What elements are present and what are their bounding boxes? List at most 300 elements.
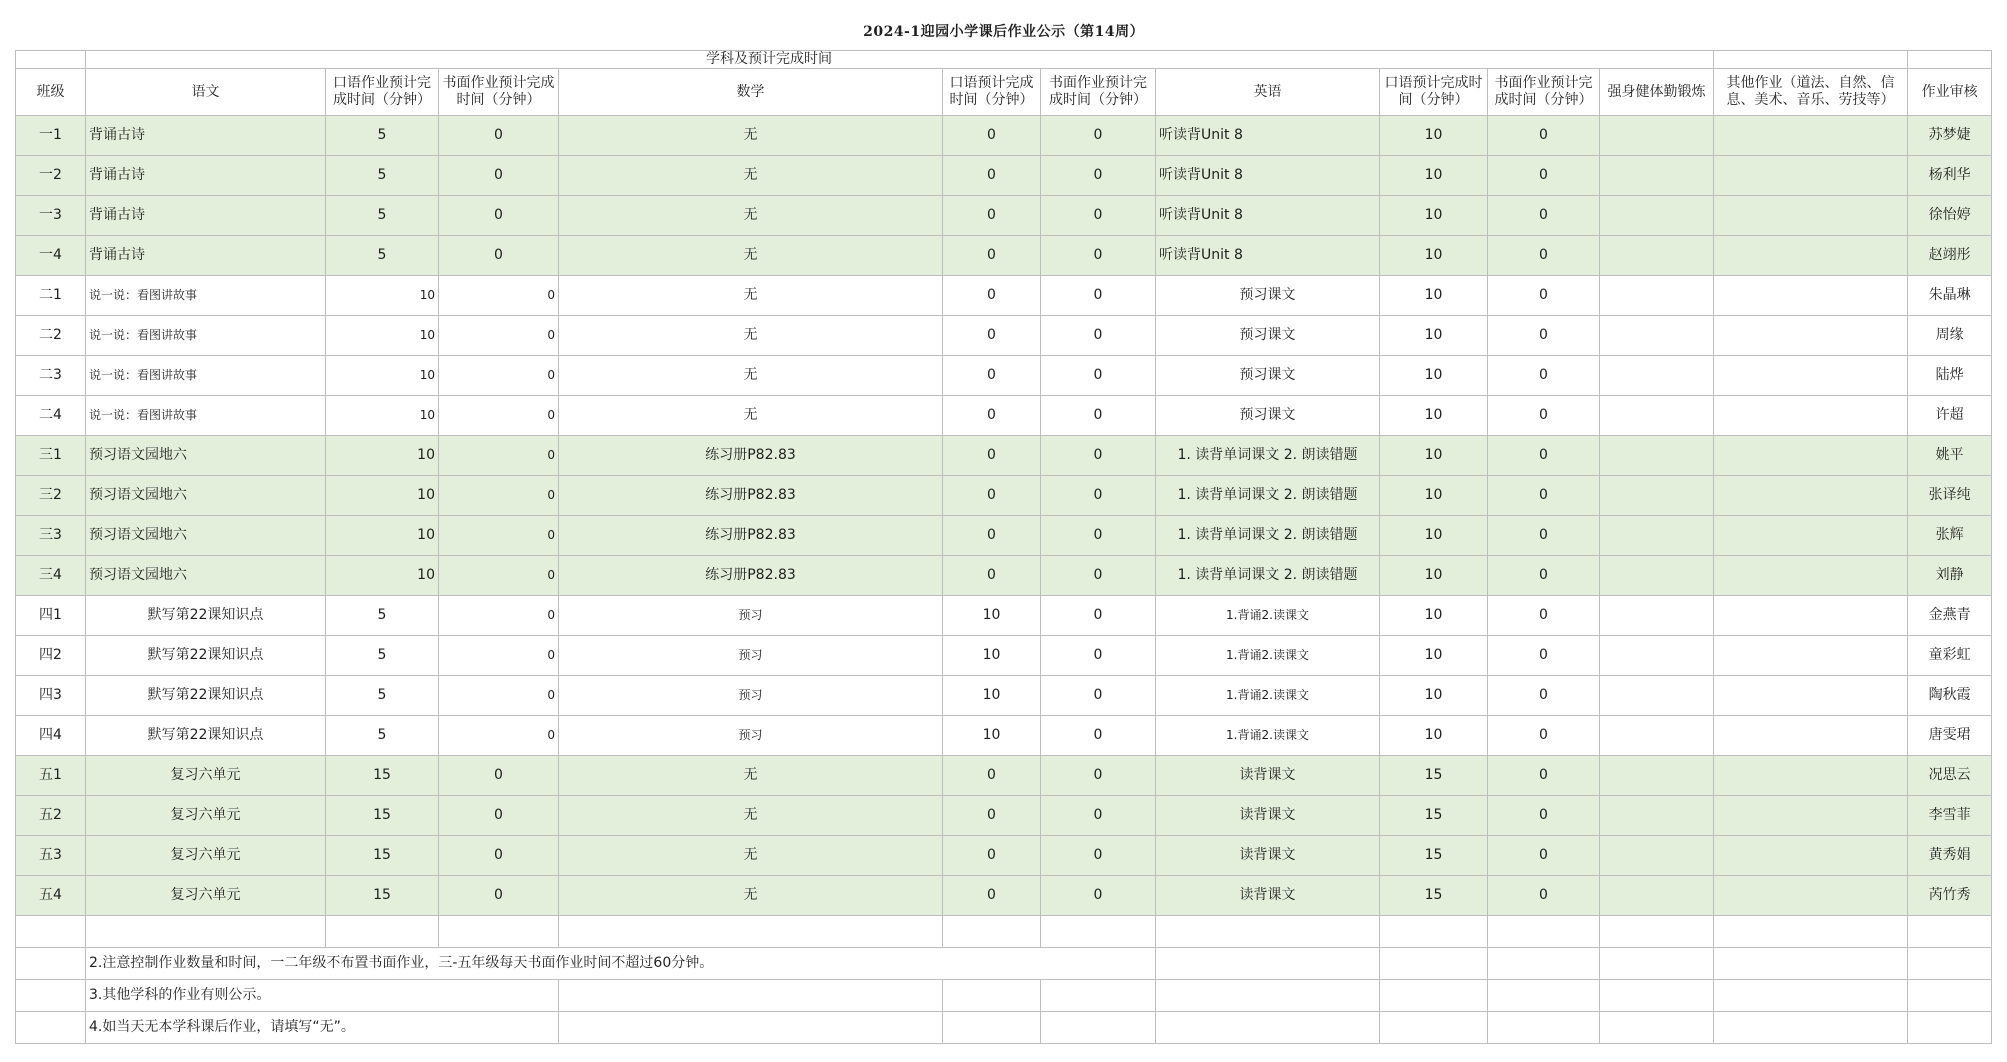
english-task-cell[interactable]: 预习课文	[1156, 276, 1380, 316]
chinese-oral-cell[interactable]: 15	[326, 876, 439, 916]
english-oral-cell[interactable]: 15	[1380, 796, 1488, 836]
math-task-cell[interactable]: 练习册P82.83	[559, 556, 943, 596]
english-oral-cell[interactable]: 10	[1380, 196, 1488, 236]
english-oral-cell[interactable]: 10	[1380, 636, 1488, 676]
blank-cell[interactable]	[559, 916, 943, 948]
other-homework-cell[interactable]	[1714, 476, 1908, 516]
class-cell[interactable]: 五4	[16, 876, 86, 916]
exercise-cell[interactable]	[1600, 116, 1714, 156]
math-written-cell[interactable]: 0	[1041, 756, 1156, 796]
math-task-cell[interactable]: 无	[559, 116, 943, 156]
reviewer-cell[interactable]: 杨利华	[1908, 156, 1992, 196]
english-written-cell[interactable]: 0	[1488, 236, 1600, 276]
chinese-oral-cell[interactable]: 15	[326, 836, 439, 876]
other-homework-cell[interactable]	[1714, 876, 1908, 916]
chinese-written-cell[interactable]: 0	[439, 436, 559, 476]
math-oral-cell[interactable]: 0	[943, 236, 1041, 276]
other-homework-cell[interactable]	[1714, 836, 1908, 876]
sheet-subtitle[interactable]: 学科及预计完成时间	[86, 51, 1714, 69]
chinese-written-cell[interactable]: 0	[439, 836, 559, 876]
class-cell[interactable]: 二2	[16, 316, 86, 356]
blank-cell[interactable]	[1156, 916, 1380, 948]
chinese-oral-cell[interactable]: 15	[326, 796, 439, 836]
chinese-task-cell[interactable]: 背诵古诗	[86, 156, 326, 196]
chinese-task-cell[interactable]: 说一说：看图讲故事	[86, 316, 326, 356]
exercise-cell[interactable]	[1600, 636, 1714, 676]
chinese-task-cell[interactable]: 默写第22课知识点	[86, 676, 326, 716]
english-task-cell[interactable]: 听读背Unit 8	[1156, 196, 1380, 236]
class-cell[interactable]: 四3	[16, 676, 86, 716]
english-task-cell[interactable]: 读背课文	[1156, 836, 1380, 876]
math-written-cell[interactable]: 0	[1041, 116, 1156, 156]
other-homework-cell[interactable]	[1714, 596, 1908, 636]
english-task-cell[interactable]: 1.背诵2.读课文	[1156, 596, 1380, 636]
chinese-task-cell[interactable]: 预习语文园地六	[86, 556, 326, 596]
chinese-task-cell[interactable]: 预习语文园地六	[86, 476, 326, 516]
english-written-cell[interactable]: 0	[1488, 476, 1600, 516]
chinese-written-cell[interactable]: 0	[439, 356, 559, 396]
header-reviewer[interactable]: 作业审核	[1908, 69, 1992, 116]
chinese-oral-cell[interactable]: 5	[326, 596, 439, 636]
exercise-cell[interactable]	[1600, 316, 1714, 356]
note-blank-cell[interactable]	[1488, 1012, 1600, 1044]
english-task-cell[interactable]: 读背课文	[1156, 756, 1380, 796]
math-oral-cell[interactable]: 0	[943, 396, 1041, 436]
exercise-cell[interactable]	[1600, 556, 1714, 596]
chinese-task-cell[interactable]: 默写第22课知识点	[86, 716, 326, 756]
math-oral-cell[interactable]: 0	[943, 876, 1041, 916]
english-written-cell[interactable]: 0	[1488, 556, 1600, 596]
english-written-cell[interactable]: 0	[1488, 276, 1600, 316]
chinese-oral-cell[interactable]: 5	[326, 156, 439, 196]
note-blank-cell[interactable]	[1380, 1012, 1488, 1044]
english-task-cell[interactable]: 读背课文	[1156, 876, 1380, 916]
exercise-cell[interactable]	[1600, 476, 1714, 516]
reviewer-cell[interactable]: 况思云	[1908, 756, 1992, 796]
chinese-written-cell[interactable]: 0	[439, 316, 559, 356]
sheet-title[interactable]: 2024-1迎园小学课后作业公示（第14周）	[16, 15, 1992, 51]
class-cell[interactable]: 三1	[16, 436, 86, 476]
english-written-cell[interactable]: 0	[1488, 516, 1600, 556]
subtitle-blank-cell[interactable]	[16, 51, 86, 69]
note-blank-cell[interactable]	[1714, 1012, 1908, 1044]
reviewer-cell[interactable]: 朱晶琳	[1908, 276, 1992, 316]
exercise-cell[interactable]	[1600, 876, 1714, 916]
chinese-oral-cell[interactable]: 10	[326, 516, 439, 556]
english-written-cell[interactable]: 0	[1488, 716, 1600, 756]
math-written-cell[interactable]: 0	[1041, 676, 1156, 716]
note-blank-cell[interactable]	[16, 980, 86, 1012]
math-written-cell[interactable]: 0	[1041, 716, 1156, 756]
english-oral-cell[interactable]: 10	[1380, 516, 1488, 556]
math-oral-cell[interactable]: 10	[943, 596, 1041, 636]
header-class[interactable]: 班级	[16, 69, 86, 116]
subtitle-blank-cell[interactable]	[1714, 51, 1908, 69]
english-oral-cell[interactable]: 10	[1380, 676, 1488, 716]
english-task-cell[interactable]: 1.背诵2.读课文	[1156, 716, 1380, 756]
exercise-cell[interactable]	[1600, 276, 1714, 316]
class-cell[interactable]: 一2	[16, 156, 86, 196]
note-blank-cell[interactable]	[1600, 980, 1714, 1012]
chinese-oral-cell[interactable]: 10	[326, 316, 439, 356]
chinese-task-cell[interactable]: 背诵古诗	[86, 116, 326, 156]
other-homework-cell[interactable]	[1714, 236, 1908, 276]
reviewer-cell[interactable]: 李雪菲	[1908, 796, 1992, 836]
chinese-task-cell[interactable]: 预习语文园地六	[86, 436, 326, 476]
math-written-cell[interactable]: 0	[1041, 276, 1156, 316]
header-math-oral[interactable]: 口语预计完成时间（分钟）	[943, 69, 1041, 116]
blank-cell[interactable]	[326, 916, 439, 948]
math-task-cell[interactable]: 练习册P82.83	[559, 516, 943, 556]
math-task-cell[interactable]: 预习	[559, 636, 943, 676]
chinese-task-cell[interactable]: 默写第22课知识点	[86, 596, 326, 636]
chinese-written-cell[interactable]: 0	[439, 716, 559, 756]
blank-cell[interactable]	[1380, 916, 1488, 948]
chinese-oral-cell[interactable]: 5	[326, 716, 439, 756]
english-oral-cell[interactable]: 10	[1380, 436, 1488, 476]
english-oral-cell[interactable]: 15	[1380, 756, 1488, 796]
blank-cell[interactable]	[1600, 916, 1714, 948]
math-written-cell[interactable]: 0	[1041, 556, 1156, 596]
math-oral-cell[interactable]: 10	[943, 716, 1041, 756]
class-cell[interactable]: 五3	[16, 836, 86, 876]
english-oral-cell[interactable]: 15	[1380, 836, 1488, 876]
reviewer-cell[interactable]: 唐雯珺	[1908, 716, 1992, 756]
blank-cell[interactable]	[1488, 916, 1600, 948]
subtitle-blank-cell[interactable]	[1908, 51, 1992, 69]
note-blank-cell[interactable]	[1041, 1012, 1156, 1044]
math-written-cell[interactable]: 0	[1041, 196, 1156, 236]
english-written-cell[interactable]: 0	[1488, 436, 1600, 476]
chinese-oral-cell[interactable]: 10	[326, 276, 439, 316]
blank-cell[interactable]	[1908, 916, 1992, 948]
note-blank-cell[interactable]	[1908, 948, 1992, 980]
english-task-cell[interactable]: 1.背诵2.读课文	[1156, 636, 1380, 676]
exercise-cell[interactable]	[1600, 156, 1714, 196]
header-chinese-written[interactable]: 书面作业预计完成时间（分钟）	[439, 69, 559, 116]
math-oral-cell[interactable]: 0	[943, 276, 1041, 316]
math-oral-cell[interactable]: 0	[943, 356, 1041, 396]
header-exercise[interactable]: 强身健体勤锻炼	[1600, 69, 1714, 116]
english-oral-cell[interactable]: 10	[1380, 716, 1488, 756]
chinese-written-cell[interactable]: 0	[439, 876, 559, 916]
class-cell[interactable]: 四2	[16, 636, 86, 676]
math-written-cell[interactable]: 0	[1041, 436, 1156, 476]
english-task-cell[interactable]: 1. 读背单词课文 2. 朗读错题	[1156, 436, 1380, 476]
exercise-cell[interactable]	[1600, 796, 1714, 836]
reviewer-cell[interactable]: 赵翊彤	[1908, 236, 1992, 276]
chinese-written-cell[interactable]: 0	[439, 596, 559, 636]
math-task-cell[interactable]: 无	[559, 876, 943, 916]
header-math-written[interactable]: 书面作业预计完成时间（分钟）	[1041, 69, 1156, 116]
math-oral-cell[interactable]: 0	[943, 316, 1041, 356]
chinese-task-cell[interactable]: 复习六单元	[86, 876, 326, 916]
exercise-cell[interactable]	[1600, 396, 1714, 436]
chinese-oral-cell[interactable]: 15	[326, 756, 439, 796]
class-cell[interactable]: 二3	[16, 356, 86, 396]
math-written-cell[interactable]: 0	[1041, 356, 1156, 396]
english-task-cell[interactable]: 预习课文	[1156, 356, 1380, 396]
math-task-cell[interactable]: 无	[559, 276, 943, 316]
math-task-cell[interactable]: 练习册P82.83	[559, 476, 943, 516]
english-task-cell[interactable]: 预习课文	[1156, 316, 1380, 356]
math-written-cell[interactable]: 0	[1041, 476, 1156, 516]
english-written-cell[interactable]: 0	[1488, 596, 1600, 636]
blank-cell[interactable]	[1714, 916, 1908, 948]
math-oral-cell[interactable]: 0	[943, 116, 1041, 156]
math-written-cell[interactable]: 0	[1041, 396, 1156, 436]
header-english-written[interactable]: 书面作业预计完成时间（分钟）	[1488, 69, 1600, 116]
english-written-cell[interactable]: 0	[1488, 116, 1600, 156]
chinese-written-cell[interactable]: 0	[439, 156, 559, 196]
note-blank-cell[interactable]	[1488, 980, 1600, 1012]
other-homework-cell[interactable]	[1714, 636, 1908, 676]
note-blank-cell[interactable]	[943, 980, 1041, 1012]
english-oral-cell[interactable]: 10	[1380, 116, 1488, 156]
other-homework-cell[interactable]	[1714, 436, 1908, 476]
note-blank-cell[interactable]	[1714, 948, 1908, 980]
exercise-cell[interactable]	[1600, 596, 1714, 636]
note-blank-cell[interactable]	[1041, 980, 1156, 1012]
english-task-cell[interactable]: 1. 读背单词课文 2. 朗读错题	[1156, 476, 1380, 516]
note-blank-cell[interactable]	[1156, 948, 1380, 980]
english-oral-cell[interactable]: 15	[1380, 876, 1488, 916]
chinese-written-cell[interactable]: 0	[439, 556, 559, 596]
chinese-written-cell[interactable]: 0	[439, 476, 559, 516]
chinese-written-cell[interactable]: 0	[439, 116, 559, 156]
blank-cell[interactable]	[943, 916, 1041, 948]
math-written-cell[interactable]: 0	[1041, 876, 1156, 916]
exercise-cell[interactable]	[1600, 716, 1714, 756]
math-written-cell[interactable]: 0	[1041, 796, 1156, 836]
note-blank-cell[interactable]	[559, 980, 943, 1012]
math-written-cell[interactable]: 0	[1041, 156, 1156, 196]
header-english[interactable]: 英语	[1156, 69, 1380, 116]
chinese-oral-cell[interactable]: 10	[326, 436, 439, 476]
class-cell[interactable]: 四1	[16, 596, 86, 636]
math-task-cell[interactable]: 无	[559, 756, 943, 796]
math-written-cell[interactable]: 0	[1041, 636, 1156, 676]
chinese-task-cell[interactable]: 说一说：看图讲故事	[86, 276, 326, 316]
math-task-cell[interactable]: 无	[559, 356, 943, 396]
english-written-cell[interactable]: 0	[1488, 316, 1600, 356]
class-cell[interactable]: 二1	[16, 276, 86, 316]
chinese-task-cell[interactable]: 复习六单元	[86, 836, 326, 876]
english-written-cell[interactable]: 0	[1488, 876, 1600, 916]
chinese-oral-cell[interactable]: 5	[326, 636, 439, 676]
blank-cell[interactable]	[439, 916, 559, 948]
english-task-cell[interactable]: 1.背诵2.读课文	[1156, 676, 1380, 716]
other-homework-cell[interactable]	[1714, 116, 1908, 156]
header-other[interactable]: 其他作业（道法、自然、信息、美术、音乐、劳技等）	[1714, 69, 1908, 116]
reviewer-cell[interactable]: 徐怡婷	[1908, 196, 1992, 236]
english-oral-cell[interactable]: 10	[1380, 236, 1488, 276]
english-written-cell[interactable]: 0	[1488, 196, 1600, 236]
chinese-task-cell[interactable]: 背诵古诗	[86, 236, 326, 276]
exercise-cell[interactable]	[1600, 436, 1714, 476]
math-oral-cell[interactable]: 0	[943, 556, 1041, 596]
math-oral-cell[interactable]: 10	[943, 676, 1041, 716]
note-blank-cell[interactable]	[16, 1012, 86, 1044]
note-blank-cell[interactable]	[1600, 1012, 1714, 1044]
math-task-cell[interactable]: 无	[559, 156, 943, 196]
english-written-cell[interactable]: 0	[1488, 756, 1600, 796]
english-task-cell[interactable]: 听读背Unit 8	[1156, 156, 1380, 196]
reviewer-cell[interactable]: 黄秀娟	[1908, 836, 1992, 876]
exercise-cell[interactable]	[1600, 196, 1714, 236]
note-blank-cell[interactable]	[559, 1012, 943, 1044]
note-text[interactable]: 2.注意控制作业数量和时间，一二年级不布置书面作业，三-五年级每天书面作业时间不超过60分钟。	[86, 948, 1156, 980]
english-task-cell[interactable]: 听读背Unit 8	[1156, 116, 1380, 156]
note-blank-cell[interactable]	[943, 1012, 1041, 1044]
chinese-written-cell[interactable]: 0	[439, 516, 559, 556]
class-cell[interactable]: 五1	[16, 756, 86, 796]
note-blank-cell[interactable]	[1156, 980, 1380, 1012]
blank-cell[interactable]	[16, 916, 86, 948]
math-oral-cell[interactable]: 0	[943, 156, 1041, 196]
other-homework-cell[interactable]	[1714, 396, 1908, 436]
math-task-cell[interactable]: 无	[559, 396, 943, 436]
exercise-cell[interactable]	[1600, 356, 1714, 396]
chinese-oral-cell[interactable]: 10	[326, 556, 439, 596]
english-oral-cell[interactable]: 10	[1380, 556, 1488, 596]
math-task-cell[interactable]: 无	[559, 236, 943, 276]
class-cell[interactable]: 三4	[16, 556, 86, 596]
class-cell[interactable]: 一4	[16, 236, 86, 276]
math-written-cell[interactable]: 0	[1041, 516, 1156, 556]
english-task-cell[interactable]: 1. 读背单词课文 2. 朗读错题	[1156, 556, 1380, 596]
exercise-cell[interactable]	[1600, 836, 1714, 876]
math-written-cell[interactable]: 0	[1041, 236, 1156, 276]
math-oral-cell[interactable]: 0	[943, 196, 1041, 236]
english-written-cell[interactable]: 0	[1488, 796, 1600, 836]
exercise-cell[interactable]	[1600, 756, 1714, 796]
note-text[interactable]: 3.其他学科的作业有则公示。	[86, 980, 559, 1012]
blank-cell[interactable]	[86, 916, 326, 948]
chinese-oral-cell[interactable]: 5	[326, 196, 439, 236]
english-oral-cell[interactable]: 10	[1380, 396, 1488, 436]
chinese-written-cell[interactable]: 0	[439, 196, 559, 236]
other-homework-cell[interactable]	[1714, 676, 1908, 716]
math-task-cell[interactable]: 预习	[559, 716, 943, 756]
header-english-oral[interactable]: 口语预计完成时间（分钟）	[1380, 69, 1488, 116]
chinese-task-cell[interactable]: 说一说：看图讲故事	[86, 356, 326, 396]
chinese-written-cell[interactable]: 0	[439, 796, 559, 836]
reviewer-cell[interactable]: 张辉	[1908, 516, 1992, 556]
chinese-written-cell[interactable]: 0	[439, 396, 559, 436]
other-homework-cell[interactable]	[1714, 196, 1908, 236]
note-blank-cell[interactable]	[1380, 948, 1488, 980]
math-oral-cell[interactable]: 0	[943, 836, 1041, 876]
math-written-cell[interactable]: 0	[1041, 316, 1156, 356]
other-homework-cell[interactable]	[1714, 556, 1908, 596]
class-cell[interactable]: 五2	[16, 796, 86, 836]
other-homework-cell[interactable]	[1714, 756, 1908, 796]
math-oral-cell[interactable]: 0	[943, 516, 1041, 556]
other-homework-cell[interactable]	[1714, 276, 1908, 316]
math-task-cell[interactable]: 无	[559, 836, 943, 876]
math-task-cell[interactable]: 无	[559, 196, 943, 236]
english-oral-cell[interactable]: 10	[1380, 356, 1488, 396]
class-cell[interactable]: 一1	[16, 116, 86, 156]
chinese-written-cell[interactable]: 0	[439, 636, 559, 676]
note-blank-cell[interactable]	[1380, 980, 1488, 1012]
reviewer-cell[interactable]: 姚平	[1908, 436, 1992, 476]
chinese-written-cell[interactable]: 0	[439, 676, 559, 716]
chinese-task-cell[interactable]: 背诵古诗	[86, 196, 326, 236]
reviewer-cell[interactable]: 芮竹秀	[1908, 876, 1992, 916]
chinese-task-cell[interactable]: 默写第22课知识点	[86, 636, 326, 676]
reviewer-cell[interactable]: 陶秋霞	[1908, 676, 1992, 716]
english-task-cell[interactable]: 预习课文	[1156, 396, 1380, 436]
english-written-cell[interactable]: 0	[1488, 396, 1600, 436]
note-blank-cell[interactable]	[1908, 980, 1992, 1012]
chinese-task-cell[interactable]: 复习六单元	[86, 756, 326, 796]
math-oral-cell[interactable]: 0	[943, 796, 1041, 836]
reviewer-cell[interactable]: 金燕青	[1908, 596, 1992, 636]
english-oral-cell[interactable]: 10	[1380, 596, 1488, 636]
math-task-cell[interactable]: 无	[559, 796, 943, 836]
english-task-cell[interactable]: 听读背Unit 8	[1156, 236, 1380, 276]
class-cell[interactable]: 四4	[16, 716, 86, 756]
math-written-cell[interactable]: 0	[1041, 596, 1156, 636]
english-task-cell[interactable]: 读背课文	[1156, 796, 1380, 836]
other-homework-cell[interactable]	[1714, 796, 1908, 836]
exercise-cell[interactable]	[1600, 676, 1714, 716]
math-written-cell[interactable]: 0	[1041, 836, 1156, 876]
english-oral-cell[interactable]: 10	[1380, 156, 1488, 196]
class-cell[interactable]: 三2	[16, 476, 86, 516]
english-oral-cell[interactable]: 10	[1380, 316, 1488, 356]
class-cell[interactable]: 三3	[16, 516, 86, 556]
chinese-written-cell[interactable]: 0	[439, 276, 559, 316]
math-task-cell[interactable]: 预习	[559, 676, 943, 716]
chinese-oral-cell[interactable]: 10	[326, 356, 439, 396]
math-oral-cell[interactable]: 0	[943, 476, 1041, 516]
math-oral-cell[interactable]: 10	[943, 636, 1041, 676]
class-cell[interactable]: 二4	[16, 396, 86, 436]
chinese-oral-cell[interactable]: 10	[326, 476, 439, 516]
header-chinese[interactable]: 语文	[86, 69, 326, 116]
class-cell[interactable]: 一3	[16, 196, 86, 236]
other-homework-cell[interactable]	[1714, 156, 1908, 196]
reviewer-cell[interactable]: 陆烨	[1908, 356, 1992, 396]
math-task-cell[interactable]: 预习	[559, 596, 943, 636]
note-blank-cell[interactable]	[16, 948, 86, 980]
reviewer-cell[interactable]: 童彩虹	[1908, 636, 1992, 676]
reviewer-cell[interactable]: 周缘	[1908, 316, 1992, 356]
exercise-cell[interactable]	[1600, 236, 1714, 276]
english-written-cell[interactable]: 0	[1488, 836, 1600, 876]
english-written-cell[interactable]: 0	[1488, 156, 1600, 196]
chinese-oral-cell[interactable]: 5	[326, 116, 439, 156]
chinese-oral-cell[interactable]: 10	[326, 396, 439, 436]
exercise-cell[interactable]	[1600, 516, 1714, 556]
english-written-cell[interactable]: 0	[1488, 636, 1600, 676]
reviewer-cell[interactable]: 张译纯	[1908, 476, 1992, 516]
note-blank-cell[interactable]	[1488, 948, 1600, 980]
other-homework-cell[interactable]	[1714, 316, 1908, 356]
math-task-cell[interactable]: 练习册P82.83	[559, 436, 943, 476]
chinese-task-cell[interactable]: 预习语文园地六	[86, 516, 326, 556]
chinese-oral-cell[interactable]: 5	[326, 676, 439, 716]
english-oral-cell[interactable]: 10	[1380, 476, 1488, 516]
chinese-task-cell[interactable]: 说一说：看图讲故事	[86, 396, 326, 436]
reviewer-cell[interactable]: 苏梦婕	[1908, 116, 1992, 156]
header-chinese-oral[interactable]: 口语作业预计完成时间（分钟）	[326, 69, 439, 116]
chinese-oral-cell[interactable]: 5	[326, 236, 439, 276]
english-written-cell[interactable]: 0	[1488, 676, 1600, 716]
